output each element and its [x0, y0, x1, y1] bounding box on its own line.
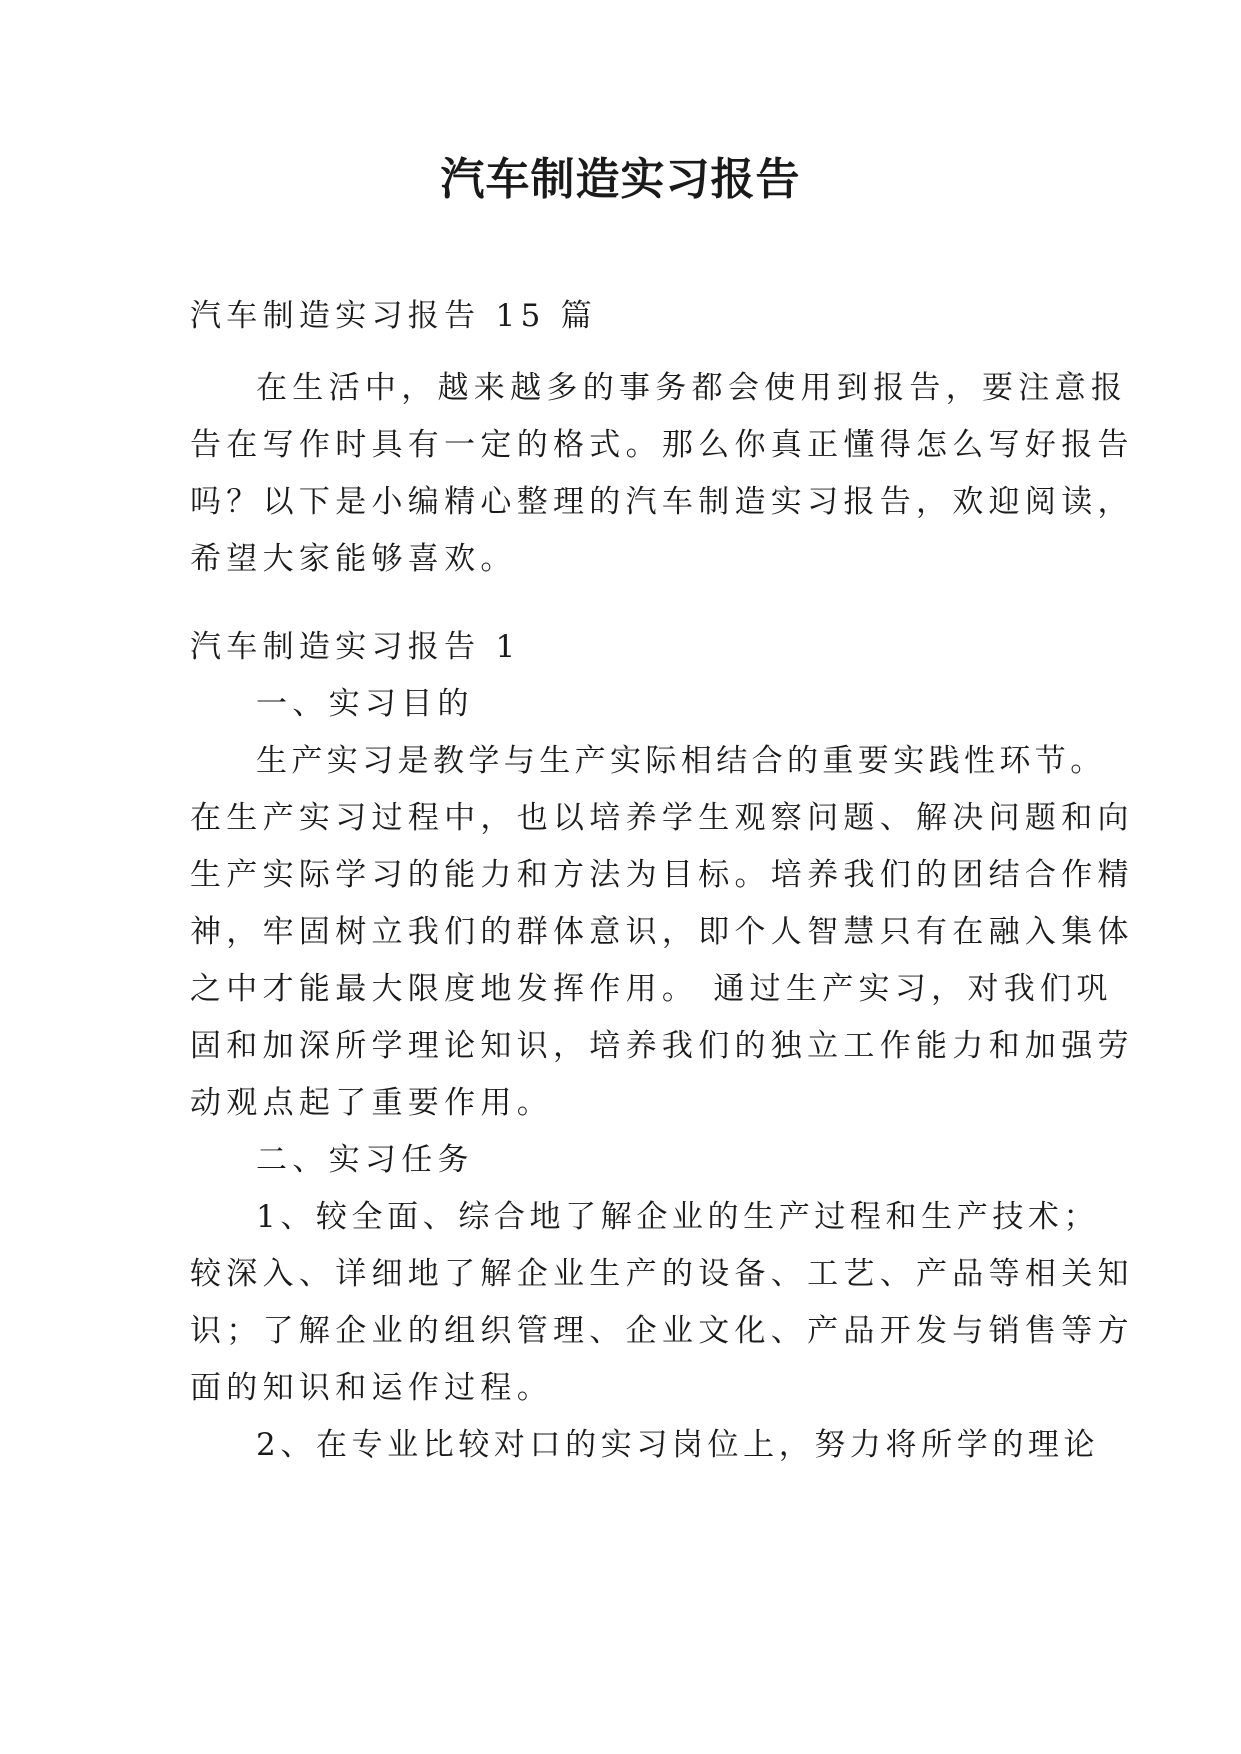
- intro-line: 吗？以下是小编精心整理的汽车制造实习报告，欢迎阅读，: [190, 484, 1134, 520]
- body-line: 之中才能最大限度地发挥作用。 通过生产实习，对我们巩: [190, 971, 1113, 1007]
- part-heading: 一、实习目的: [256, 686, 474, 722]
- task-line: 1、较全面、综合地了解企业的生产过程和生产技术；: [256, 1199, 1100, 1235]
- body-line: 固和加深所学理论知识，培养我们的独立工作能力和加强劳: [190, 1028, 1134, 1064]
- intro-line: 希望大家能够喜欢。: [190, 541, 517, 577]
- body-line: 动观点起了重要作用。: [190, 1085, 553, 1121]
- task-line: 2、在专业比较对口的实习岗位上，努力将所学的理论: [256, 1427, 1100, 1463]
- task-line: 面的知识和运作过程。: [190, 1370, 553, 1406]
- body-line: 神，牢固树立我们的群体意识，即个人智慧只有在融入集体: [190, 914, 1134, 950]
- document-subtitle: 汽车制造实习报告 15 篇: [190, 298, 598, 334]
- document-title: 汽车制造实习报告: [440, 154, 801, 205]
- section-heading: 汽车制造实习报告 1: [190, 629, 521, 665]
- intro-line: 在生活中，越来越多的事务都会使用到报告，要注意报: [256, 370, 1128, 406]
- body-line: 生产实习是教学与生产实际相结合的重要实践性环节。: [256, 743, 1106, 779]
- part-heading: 二、实习任务: [256, 1142, 474, 1178]
- intro-line: 告在写作时具有一定的格式。那么你真正懂得怎么写好报告: [190, 427, 1134, 463]
- body-line: 生产实际学习的能力和方法为目标。培养我们的团结合作精: [190, 857, 1134, 893]
- task-line: 较深入、详细地了解企业生产的设备、工艺、产品等相关知: [190, 1256, 1134, 1292]
- body-line: 在生产实习过程中，也以培养学生观察问题、解决问题和向: [190, 800, 1134, 836]
- task-line: 识；了解企业的组织管理、企业文化、产品开发与销售等方: [190, 1313, 1134, 1349]
